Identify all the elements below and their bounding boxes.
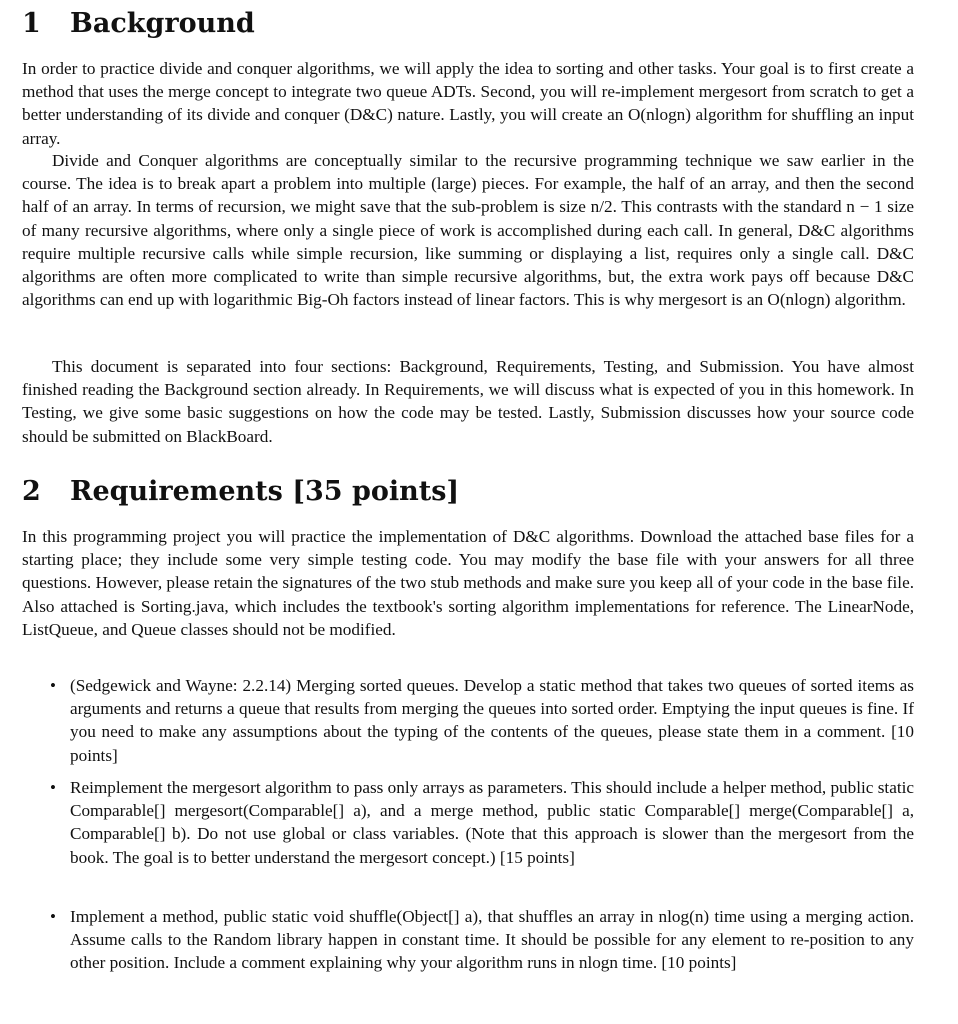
paragraph: In this programming project you will practice the implementation of D&C algorithms. Download the attached base files for a starting place; they include some very simple testing code. You may modify the base file with your answers for all three questions. However, please retain the signatures of the two stub methods and make sure you keep all of your code in the base file. Also attached is Sorting.java, which includes the textbook's sorting algorithm implementations for reference. The LinearNode, ListQueue, and Queue classes should not be modified.	[22, 527, 914, 639]
paragraph: Divide and Conquer algorithms are conceptually similar to the recursive programming technique we saw earlier in the course. The idea is to break apart a problem into multiple (large) pieces. For example, the half of an array, and then the second half of an array. In terms of recursion, we might save that the sub-problem is size n/2. This contrasts with the standard n − 1 size of many recursive algorithms, where only a single piece of work is accomplished during each call. In general, D&C algorithms require multiple recursive calls while simple recursion, like summing or displaying a list, requires only a single call. D&C algorithms are often more complicated to write than simple recursive algorithms, but, the extra work pays off because D&C algorithms can end up with logarithmic Big-Oh factors instead of linear factors. This is why mergesort is an O(nlogn) algorithm.	[22, 151, 914, 310]
section-heading-background	[22, 8, 255, 40]
list-item: Reimplement the mergesort algorithm to pass only arrays as parameters. This should include a helper method, public static Comparable[] mergesort(Comparable[] a), and a merge method, public static Comparable[] merge(Comparable[] a, Comparable[] b). Do not use global or class variables. (Note that this approach is slower than the mergesort from the book. The goal is to better understand the mergesort concept.) [15 points]	[70, 778, 914, 867]
list-item: Implement a method, public static void shuffle(Object[] a), that shuffles an array in nlog(n) time using a merging action. Assume calls to the Random library happen in constant time. It should be possible for any element to re-position to any other position. Include a comment explaining why your algorithm runs in nlogn time. [10 points]	[70, 907, 914, 973]
section-heading-requirements	[22, 476, 459, 508]
bullet-icon: •	[50, 778, 56, 797]
section-title: Requirements [35 points]	[70, 476, 460, 507]
paragraph: This document is separated into four sections: Background, Requirements, Testing, and Submission. You have almost finished reading the Background section already. In Requirements, we will discuss what is expected of you in this homework. In Testing, we give some basic suggestions on how the code may be tested. Lastly, Submission discusses how your source code should be submitted on BlackBoard.	[22, 357, 914, 446]
section-number: 2	[22, 476, 41, 507]
list-item: (Sedgewick and Wayne: 2.2.14) Merging sorted queues. Develop a static method that takes two queues of sorted items as arguments and returns a queue that results from merging the queues into sorted order. Emptying the input queues is fine. If you need to make any assumptions about the typing of the contents of the queues, please state them in a comment. [10 points]	[70, 676, 914, 765]
bullet-icon: •	[50, 907, 56, 926]
section-title: Background	[70, 8, 255, 39]
section-number: 1	[22, 8, 41, 39]
bullet-icon: •	[50, 676, 56, 695]
paragraph: In order to practice divide and conquer algorithms, we will apply the idea to sorting and other tasks. Your goal is to first create a method that uses the merge concept to integrate two queue ADTs. Second, you will re-implement mergesort from scratch to get a better understanding of its divide and conquer (D&C) nature. Lastly, you will create an O(nlogn) algorithm for shuffling an input array.	[22, 59, 914, 148]
